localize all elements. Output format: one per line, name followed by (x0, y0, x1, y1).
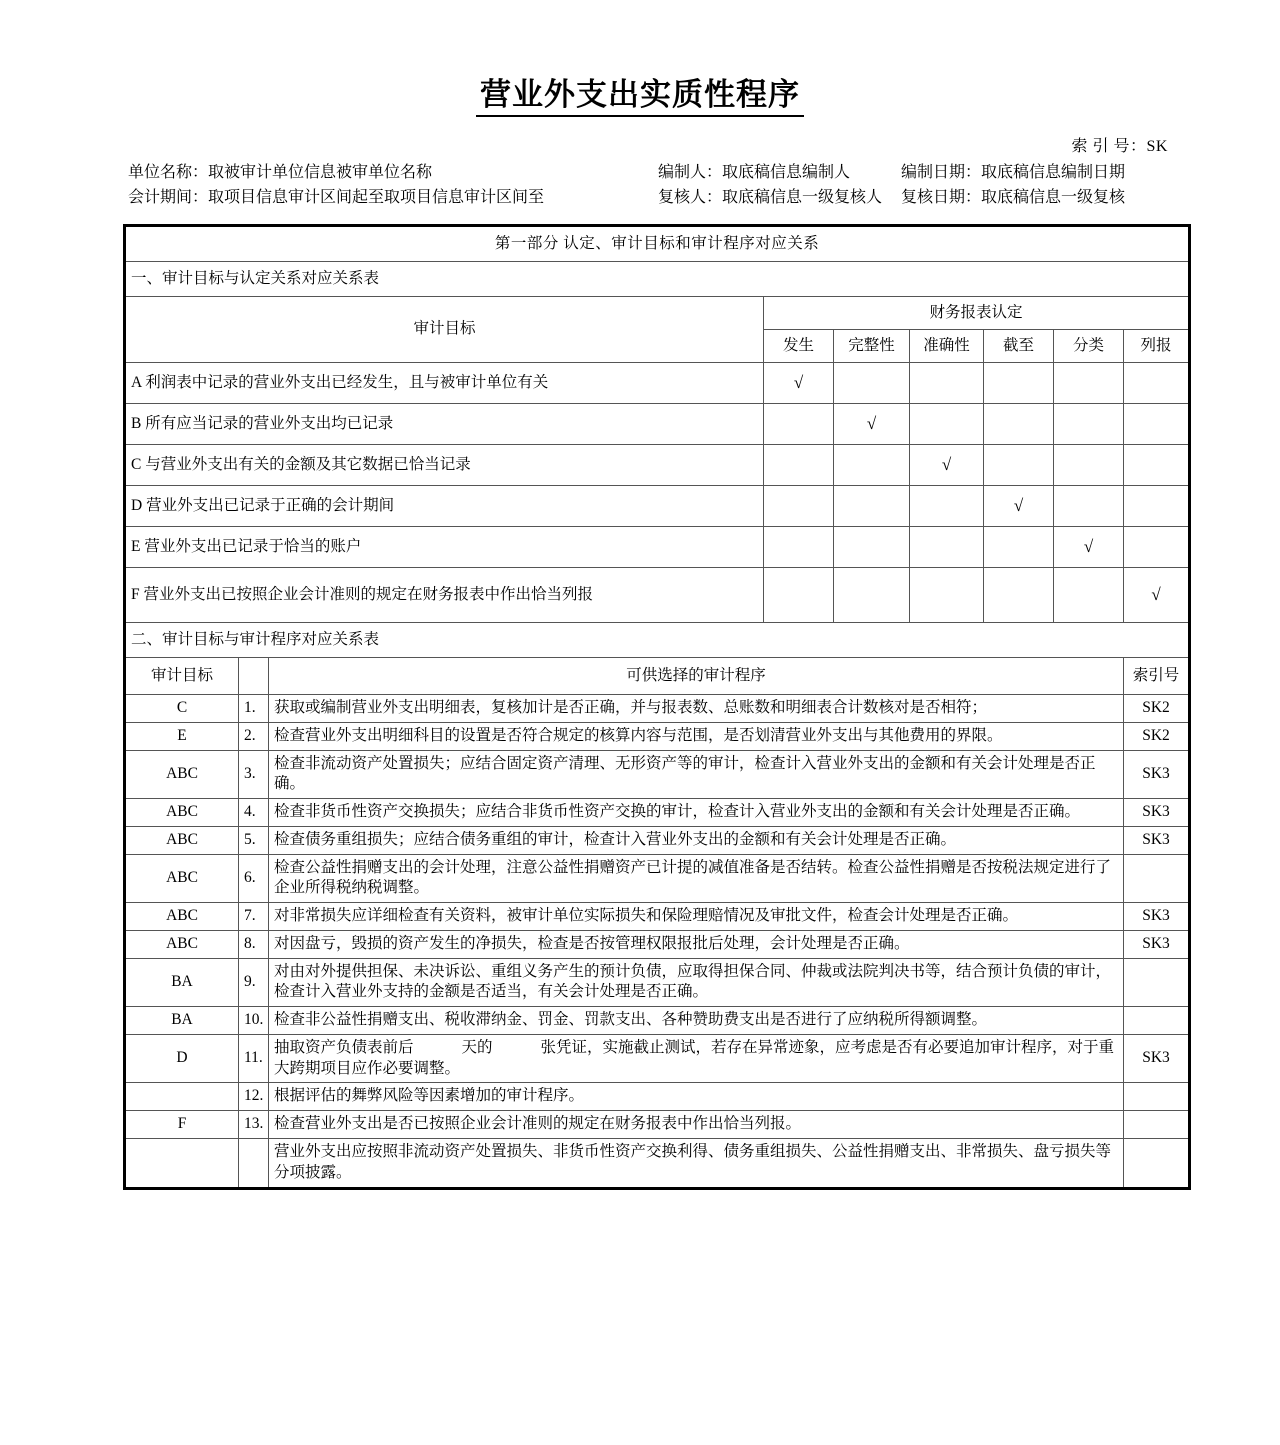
procedure-row (125, 903, 1190, 931)
audit-program-table (123, 224, 1191, 1190)
procedure-row (125, 799, 1190, 827)
assertion-empty-cell (764, 486, 834, 527)
review-date-field (901, 185, 1180, 210)
assertion-objective-text: D 营业外支出已记录于正确的会计期间 (125, 486, 764, 527)
assertion-empty-cell (1054, 486, 1124, 527)
procedure-number (239, 1139, 269, 1189)
procedure-row (125, 826, 1190, 854)
procedure-row (125, 750, 1190, 799)
assertion-empty-cell (834, 486, 910, 527)
assertion-empty-cell (834, 568, 910, 623)
assertion-tick: √ (1054, 527, 1124, 568)
procedure-goal: ABC (125, 854, 239, 903)
assertion-col-4: 截至 (984, 330, 1054, 363)
assertion-empty-cell (984, 445, 1054, 486)
procedure-goal: ABC (125, 903, 239, 931)
assertion-empty-cell (1124, 527, 1190, 568)
procedure-index: SK2 (1124, 695, 1190, 723)
title-block (0, 0, 1280, 117)
assertion-tick: √ (1124, 568, 1190, 623)
procedure-header-row (125, 658, 1190, 695)
reviewer-value: 取底稿信息一级复核人 (722, 189, 883, 206)
review-date-label: 复核日期： (901, 189, 982, 206)
assertion-empty-cell (834, 445, 910, 486)
page-title: 营业外支出实质性程序 (476, 78, 804, 117)
index-number: 索 引 号：SK (1071, 138, 1168, 155)
unit-name-label: 单位名称： (128, 164, 209, 181)
procedure-number-header (239, 658, 269, 695)
assertion-row (125, 445, 1190, 486)
part-one-header: 第一部分 认定、审计目标和审计程序对应关系 (125, 226, 1190, 262)
procedure-number: 13. (239, 1111, 269, 1139)
assertion-empty-cell (834, 363, 910, 404)
assertion-col-2: 完整性 (834, 330, 910, 363)
assertion-empty-cell (1124, 404, 1190, 445)
procedure-index: SK3 (1124, 750, 1190, 799)
procedure-goal: E (125, 722, 239, 750)
procedure-goal: ABC (125, 826, 239, 854)
meta-row-2 (128, 185, 1180, 210)
procedure-goal: ABC (125, 930, 239, 958)
assertion-objective-text: B 所有应当记录的营业外支出均已记录 (125, 404, 764, 445)
procedure-number: 4. (239, 799, 269, 827)
procedure-text: 检查非货币性资产交换损失；应结合非货币性资产交换的审计，检查计入营业外支出的金额和有关会计处理是否正确。 (269, 799, 1124, 827)
procedure-text: 抽取资产负债表前后 天的 张凭证，实施截止测试，若存在异常迹象，应考虑是否有必要追加审计程序，对于重大跨期项目应作必要调整。 (269, 1034, 1124, 1083)
prepare-date-value: 取底稿信息编制日期 (981, 164, 1126, 181)
assertion-empty-cell (764, 568, 834, 623)
procedure-number: 8. (239, 930, 269, 958)
procedure-goal (125, 1139, 239, 1189)
procedure-text: 检查非流动资产处置损失；应结合固定资产清理、无形资产等的审计，检查计入营业外支出的金额和有关会计处理是否正确。 (269, 750, 1124, 799)
procedure-number: 1. (239, 695, 269, 723)
procedure-row (125, 722, 1190, 750)
assertion-row (125, 404, 1190, 445)
procedure-text: 检查债务重组损失；应结合债务重组的审计，检查计入营业外支出的金额和有关会计处理是否正确。 (269, 826, 1124, 854)
procedure-text: 对因盘亏，毁损的资产发生的净损失，检查是否按管理权限报批后处理，会计处理是否正确。 (269, 930, 1124, 958)
procedure-text: 检查非公益性捐赠支出、税收滞纳金、罚金、罚款支出、各种赞助费支出是否进行了应纳税所得额调整。 (269, 1007, 1124, 1035)
procedure-row (125, 930, 1190, 958)
assertion-row (125, 568, 1190, 623)
assertion-empty-cell (764, 404, 834, 445)
period-label: 会计期间： (128, 189, 209, 206)
procedure-text: 对非常损失应详细检查有关资料，被审计单位实际损失和保险理赔情况及审批文件，检查会计处理是否正确。 (269, 903, 1124, 931)
procedure-index: SK2 (1124, 722, 1190, 750)
procedure-row (125, 854, 1190, 903)
procedure-text: 检查营业外支出明细科目的设置是否符合规定的核算内容与范围，是否划清营业外支出与其他费用的界限。 (269, 722, 1124, 750)
meta-header (128, 160, 1180, 210)
assertion-empty-cell (910, 527, 984, 568)
procedure-number: 6. (239, 854, 269, 903)
section-one-heading-row (125, 262, 1190, 297)
assertion-empty-cell (1054, 445, 1124, 486)
assertion-row (125, 486, 1190, 527)
procedure-index (1124, 1111, 1190, 1139)
procedure-index-header: 索引号 (1124, 658, 1190, 695)
assertion-empty-cell (1124, 363, 1190, 404)
procedure-goal (125, 1083, 239, 1111)
procedure-text: 根据评估的舞弊风险等因素增加的审计程序。 (269, 1083, 1124, 1111)
part-one-header-row (125, 226, 1190, 262)
procedure-text: 营业外支出应按照非流动资产处置损失、非货币性资产交换利得、债务重组损失、公益性捐赠支出、非常损失、盘亏损失等分项披露。 (269, 1139, 1124, 1189)
assertion-header-row-1 (125, 297, 1190, 330)
reviewer-label: 复核人： (658, 189, 723, 206)
assertion-empty-cell (1124, 445, 1190, 486)
period-value: 取项目信息审计区间起至取项目信息审计区间至 (208, 189, 545, 206)
review-date-value: 取底稿信息一级复核 (981, 189, 1126, 206)
procedure-index: SK3 (1124, 799, 1190, 827)
assertion-empty-cell (1054, 568, 1124, 623)
procedure-text: 检查公益性捐赠支出的会计处理，注意公益性捐赠资产已计提的减值准备是否结转。检查公益性捐赠是否按税法规定进行了企业所得税纳税调整。 (269, 854, 1124, 903)
assertion-objective-text: A 利润表中记录的营业外支出已经发生，且与被审计单位有关 (125, 363, 764, 404)
reviewer-field (658, 185, 901, 210)
unit-name-field (128, 160, 658, 185)
procedure-goal: ABC (125, 750, 239, 799)
procedure-goal: BA (125, 1007, 239, 1035)
assertion-empty-cell (1124, 486, 1190, 527)
procedure-index (1124, 1007, 1190, 1035)
section-two-heading-row (125, 623, 1190, 658)
procedure-row (125, 1034, 1190, 1083)
prepare-date-label: 编制日期： (901, 164, 982, 181)
procedure-row (125, 1007, 1190, 1035)
procedure-goal: C (125, 695, 239, 723)
procedure-number: 11. (239, 1034, 269, 1083)
procedure-index (1124, 1083, 1190, 1111)
assertion-empty-cell (910, 363, 984, 404)
assertion-empty-cell (984, 363, 1054, 404)
assertion-empty-cell (984, 404, 1054, 445)
procedure-number: 5. (239, 826, 269, 854)
procedure-text: 获取或编制营业外支出明细表，复核加计是否正确，并与报表数、总账数和明细表合计数核对是否相符； (269, 695, 1124, 723)
procedure-index: SK3 (1124, 903, 1190, 931)
audit-goal-header: 审计目标 (125, 297, 764, 363)
assertion-tick: √ (910, 445, 984, 486)
procedure-goal: BA (125, 958, 239, 1007)
assertion-empty-cell (1054, 363, 1124, 404)
procedure-index: SK3 (1124, 1034, 1190, 1083)
assertion-objective-text: E 营业外支出已记录于恰当的账户 (125, 527, 764, 568)
assertion-row (125, 363, 1190, 404)
procedure-index: SK3 (1124, 826, 1190, 854)
procedure-number: 2. (239, 722, 269, 750)
assertion-empty-cell (834, 527, 910, 568)
preparer-field (658, 160, 901, 185)
procedure-index (1124, 854, 1190, 903)
assertion-col-5: 分类 (1054, 330, 1124, 363)
procedure-number: 9. (239, 958, 269, 1007)
procedure-row (125, 1083, 1190, 1111)
procedure-number: 3. (239, 750, 269, 799)
procedure-number: 10. (239, 1007, 269, 1035)
procedure-goal-header: 审计目标 (125, 658, 239, 695)
assertion-group-header: 财务报表认定 (764, 297, 1190, 330)
assertion-row (125, 527, 1190, 568)
procedure-goal: D (125, 1034, 239, 1083)
section-one-heading: 一、审计目标与认定关系对应关系表 (125, 262, 1190, 297)
assertion-empty-cell (984, 527, 1054, 568)
assertion-empty-cell (910, 404, 984, 445)
assertion-tick: √ (764, 363, 834, 404)
procedure-row (125, 1111, 1190, 1139)
preparer-value: 取底稿信息编制人 (722, 164, 851, 181)
procedure-text: 检查营业外支出是否已按照企业会计准则的规定在财务报表中作出恰当列报。 (269, 1111, 1124, 1139)
section-two-heading: 二、审计目标与审计程序对应关系表 (125, 623, 1190, 658)
assertion-objective-text: F 营业外支出已按照企业会计准则的规定在财务报表中作出恰当列报 (125, 568, 764, 623)
assertion-empty-cell (764, 527, 834, 568)
assertion-tick: √ (834, 404, 910, 445)
procedure-number: 7. (239, 903, 269, 931)
procedure-number: 12. (239, 1083, 269, 1111)
procedure-goal: F (125, 1111, 239, 1139)
procedure-row (125, 695, 1190, 723)
preparer-label: 编制人： (658, 164, 723, 181)
meta-row-1 (128, 160, 1180, 185)
assertion-tick: √ (984, 486, 1054, 527)
prepare-date-field (901, 160, 1180, 185)
assertion-empty-cell (764, 445, 834, 486)
assertion-col-1: 发生 (764, 330, 834, 363)
unit-name-value: 取被审计单位信息被审单位名称 (208, 164, 433, 181)
assertion-col-3: 准确性 (910, 330, 984, 363)
assertion-empty-cell (910, 568, 984, 623)
procedure-index (1124, 958, 1190, 1007)
procedure-row (125, 1139, 1190, 1189)
procedure-text: 对由对外提供担保、未决诉讼、重组义务产生的预计负债，应取得担保合同、仲裁或法院判决书等，结合预计负债的审计，检查计入营业外支持的金额是否适当，有关会计处理是否正确。 (269, 958, 1124, 1007)
procedure-index (1124, 1139, 1190, 1189)
assertion-empty-cell (984, 568, 1054, 623)
assertion-col-6: 列报 (1124, 330, 1190, 363)
assertion-empty-cell (1054, 404, 1124, 445)
procedure-goal: ABC (125, 799, 239, 827)
assertion-empty-cell (910, 486, 984, 527)
assertion-objective-text: C 与营业外支出有关的金额及其它数据已恰当记录 (125, 445, 764, 486)
procedure-index: SK3 (1124, 930, 1190, 958)
procedure-row (125, 958, 1190, 1007)
period-field (128, 185, 658, 210)
procedure-text-header: 可供选择的审计程序 (269, 658, 1124, 695)
